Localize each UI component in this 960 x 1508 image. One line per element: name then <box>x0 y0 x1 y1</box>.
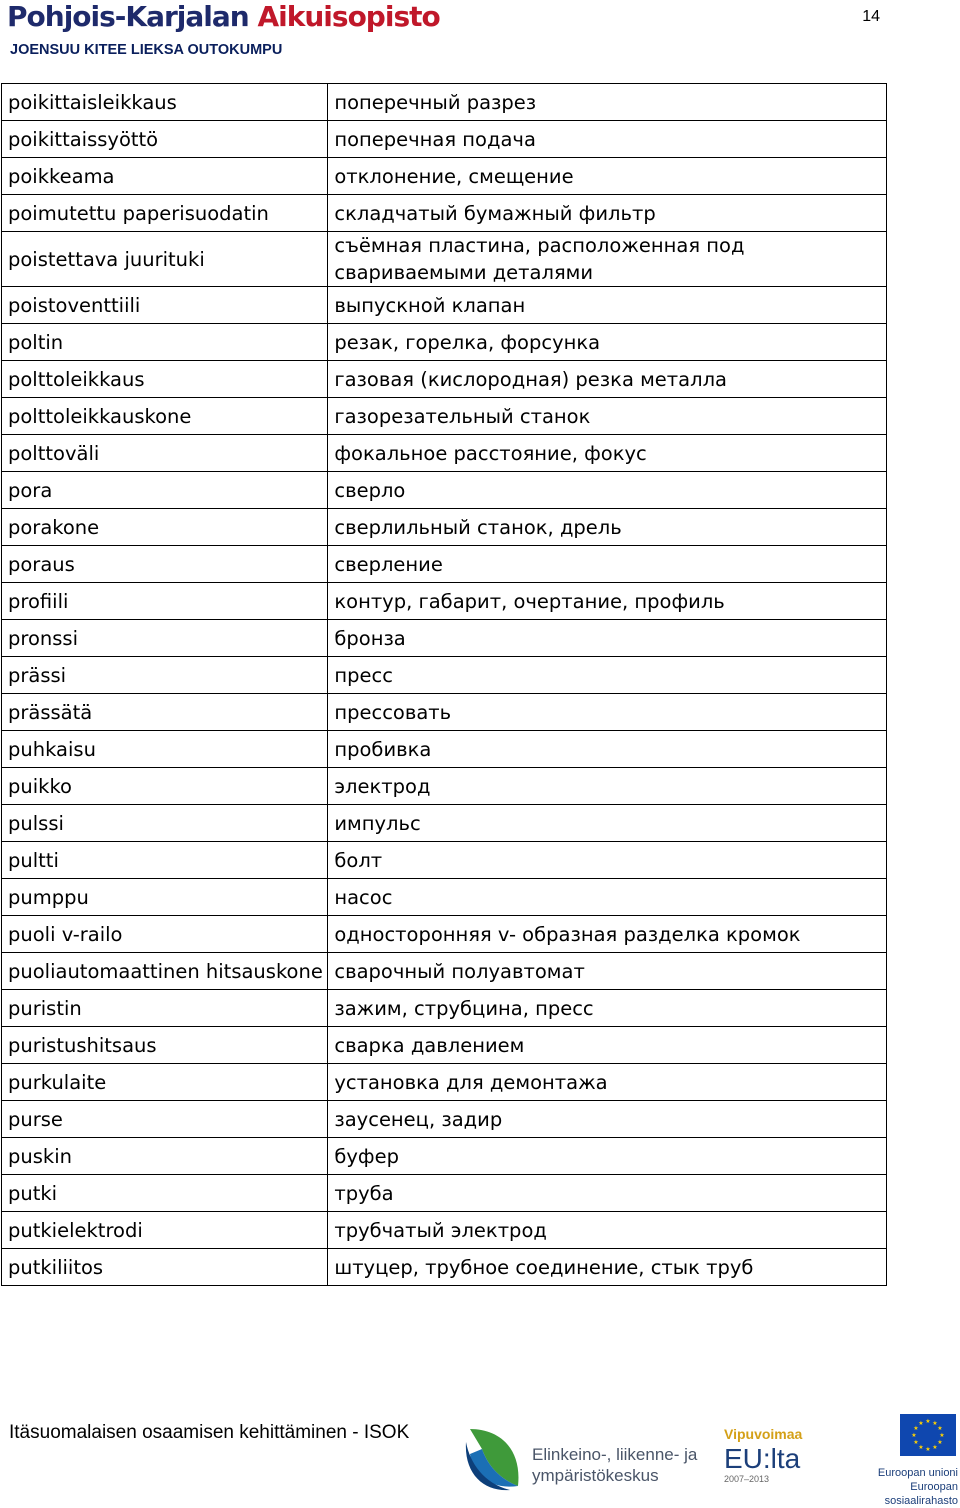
table-row <box>2 768 887 805</box>
russian-translation: сверление <box>328 546 887 583</box>
russian-translation: поперечная подача <box>328 121 887 158</box>
svg-text:★: ★ <box>937 1425 943 1432</box>
finnish-term: poraus <box>2 546 328 583</box>
russian-translation: труба <box>328 1175 887 1212</box>
table-row <box>2 1138 887 1175</box>
russian-translation: заусенец, задир <box>328 1101 887 1138</box>
svg-text:★: ★ <box>918 1444 924 1451</box>
logo-text-part1: Pohjois-Karjalan <box>7 0 249 33</box>
finnish-term: pronssi <box>2 620 328 657</box>
russian-translation: сверло <box>328 472 887 509</box>
vipuvoimaa-label: Vipuvoimaa <box>724 1426 803 1442</box>
logo-text-part2: Aikuisopisto <box>257 0 440 33</box>
finnish-term: prässätä <box>2 694 328 731</box>
finnish-term: polttoleikkauskone <box>2 398 328 435</box>
table-row <box>2 232 887 287</box>
eu-flag-icon <box>900 1414 956 1456</box>
russian-translation: прессовать <box>328 694 887 731</box>
table-row <box>2 195 887 232</box>
table-row <box>2 1064 887 1101</box>
table-row <box>2 435 887 472</box>
table-row <box>2 842 887 879</box>
table-row <box>2 1175 887 1212</box>
finnish-term: puoli v-railo <box>2 916 328 953</box>
svg-text:★: ★ <box>911 1432 917 1439</box>
ely-name-line2: ympäristökeskus <box>532 1466 659 1485</box>
russian-translation: пресс <box>328 657 887 694</box>
finnish-term: poikkeama <box>2 158 328 195</box>
finnish-term: poikittaisleikkaus <box>2 84 328 121</box>
finnish-term: puhkaisu <box>2 731 328 768</box>
finnish-term: polttoleikkaus <box>2 361 328 398</box>
finnish-term: purse <box>2 1101 328 1138</box>
svg-text:★: ★ <box>937 1439 943 1446</box>
table-row <box>2 916 887 953</box>
table-row <box>2 694 887 731</box>
glossary-table <box>1 83 887 1286</box>
finnish-term: pultti <box>2 842 328 879</box>
table-row <box>2 324 887 361</box>
russian-translation: пробивка <box>328 731 887 768</box>
svg-text:★: ★ <box>932 1420 938 1427</box>
finnish-term: pora <box>2 472 328 509</box>
russian-translation: фокальное расстояние, фокус <box>328 435 887 472</box>
table-row <box>2 546 887 583</box>
vipuvoimaa-logo <box>724 1426 834 1504</box>
russian-translation: резак, горелка, форсунка <box>328 324 887 361</box>
finnish-term: poistettava juurituki <box>2 232 328 287</box>
table-row <box>2 472 887 509</box>
russian-translation: отклонение, смещение <box>328 158 887 195</box>
russian-translation: болт <box>328 842 887 879</box>
finnish-term: pumppu <box>2 879 328 916</box>
table-row <box>2 287 887 324</box>
table-row <box>2 657 887 694</box>
eu-union-label: Euroopan unioni <box>877 1467 958 1479</box>
russian-translation: выпускной клапан <box>328 287 887 324</box>
table-row <box>2 121 887 158</box>
finnish-term: polttoväli <box>2 435 328 472</box>
finnish-term: puikko <box>2 768 328 805</box>
table-row <box>2 620 887 657</box>
russian-translation: складчатый бумажный фильтр <box>328 195 887 232</box>
page-header <box>0 0 960 70</box>
table-row <box>2 158 887 195</box>
campus-towns: JOENSUU KITEE LIEKSA OUTOKUMPU <box>10 42 283 58</box>
table-row <box>2 361 887 398</box>
svg-text:★: ★ <box>932 1444 938 1451</box>
finnish-term: pulssi <box>2 805 328 842</box>
table-row <box>2 1101 887 1138</box>
ely-centre-name <box>532 1444 697 1486</box>
school-logo <box>7 0 440 34</box>
russian-translation: буфер <box>328 1138 887 1175</box>
russian-translation: трубчатый электрод <box>328 1212 887 1249</box>
russian-translation: газовая (кислородная) резка металла <box>328 361 887 398</box>
svg-text:★: ★ <box>925 1446 931 1453</box>
table-row <box>2 953 887 990</box>
finnish-term: prässi <box>2 657 328 694</box>
finnish-term: poistoventtiili <box>2 287 328 324</box>
table-row <box>2 84 887 121</box>
finnish-term: profiili <box>2 583 328 620</box>
eu-lta-label: EU:lta <box>724 1443 801 1474</box>
russian-translation: односторонняя v- образная разделка кромок <box>328 916 887 953</box>
svg-text:★: ★ <box>939 1432 945 1439</box>
finnish-term: puskin <box>2 1138 328 1175</box>
table-row <box>2 1027 887 1064</box>
table-row <box>2 879 887 916</box>
svg-text:★: ★ <box>925 1418 931 1425</box>
table-row <box>2 805 887 842</box>
finnish-term: porakone <box>2 509 328 546</box>
svg-text:★: ★ <box>913 1439 919 1446</box>
russian-translation: электрод <box>328 768 887 805</box>
finnish-term: poimutettu paperisuodatin <box>2 195 328 232</box>
russian-translation: штуцер, трубное соединение, стык труб <box>328 1249 887 1286</box>
page-footer <box>0 1410 960 1507</box>
finnish-term: puristushitsaus <box>2 1027 328 1064</box>
finnish-term: putkiliitos <box>2 1249 328 1286</box>
russian-translation: сварочный полуавтомат <box>328 953 887 990</box>
russian-translation: насос <box>328 879 887 916</box>
finnish-term: puristin <box>2 990 328 1027</box>
finnish-term: purkulaite <box>2 1064 328 1101</box>
svg-text:★: ★ <box>913 1425 919 1432</box>
ely-centre-logo <box>460 1424 718 1494</box>
table-row <box>2 583 887 620</box>
eu-logo <box>834 1414 958 1507</box>
finnish-term: poikittaissyöttö <box>2 121 328 158</box>
ely-name-line1: Elinkeino-, liikenne- ja <box>532 1445 698 1464</box>
russian-translation: контур, габарит, очертание, профиль <box>328 583 887 620</box>
table-row <box>2 398 887 435</box>
russian-translation: импульс <box>328 805 887 842</box>
eu-text <box>834 1466 958 1508</box>
russian-translation: бронза <box>328 620 887 657</box>
russian-translation: съёмная пластина, расположенная под свариваемыми деталями <box>328 232 887 287</box>
table-row <box>2 509 887 546</box>
finnish-term: putkielektrodi <box>2 1212 328 1249</box>
finnish-term: putki <box>2 1175 328 1212</box>
project-name: Itäsuomalaisen osaamisen kehittäminen - ISOK <box>9 1422 410 1443</box>
finnish-term: poltin <box>2 324 328 361</box>
table-row <box>2 1212 887 1249</box>
programme-years: 2007–2013 <box>724 1474 770 1484</box>
russian-translation: зажим, струбцина, пресс <box>328 990 887 1027</box>
page-number: 14 <box>862 8 880 25</box>
table-row <box>2 990 887 1027</box>
svg-text:★: ★ <box>918 1420 924 1427</box>
russian-translation: сверлильный станок, дрель <box>328 509 887 546</box>
russian-translation: сварка давлением <box>328 1027 887 1064</box>
eu-fund-label: Euroopan sosiaalirahasto <box>884 1481 958 1507</box>
ely-leaf-icon <box>460 1424 530 1494</box>
russian-translation: газорезательный станок <box>328 398 887 435</box>
russian-translation: поперечный разрез <box>328 84 887 121</box>
russian-translation: установка для демонтажа <box>328 1064 887 1101</box>
table-row <box>2 1249 887 1286</box>
table-row <box>2 731 887 768</box>
finnish-term: puoliautomaattinen hitsauskone <box>2 953 328 990</box>
